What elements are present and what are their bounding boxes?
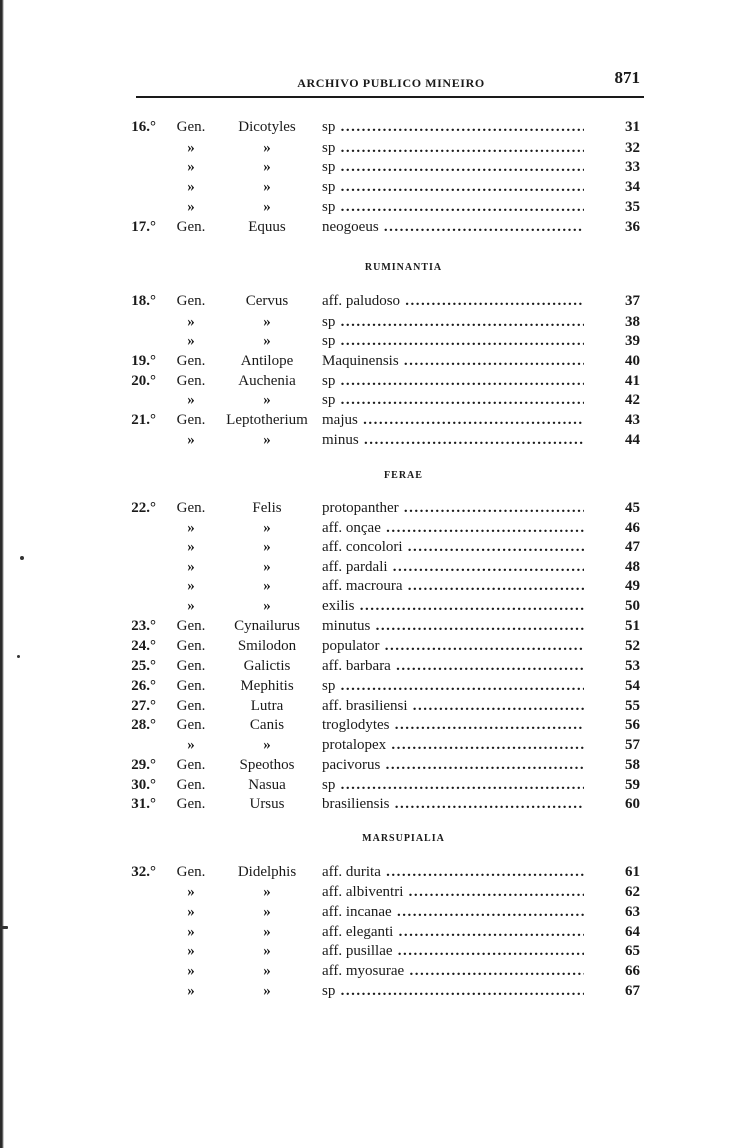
table-row [0, 430, 747, 450]
genus-name: » [263, 904, 271, 920]
specimen-number: 48 [625, 559, 640, 575]
species-name: aff. onçae ..... [322, 518, 584, 538]
genus-name: » [263, 199, 271, 215]
species-name: sp ..... [322, 371, 584, 391]
row-number: 18.° [131, 293, 156, 309]
genus-name: » [263, 333, 271, 349]
table-row [0, 882, 747, 902]
table-row [0, 331, 747, 351]
species-name: minutus ..... [322, 616, 584, 636]
rank-label: Gen. [176, 618, 206, 634]
specimen-number: 35 [625, 199, 640, 215]
row-number: 29.° [131, 757, 156, 773]
row-number: 24.° [131, 638, 156, 654]
table-row [0, 576, 747, 596]
table-row [0, 696, 747, 716]
genus-name: » [263, 432, 271, 448]
table-row [0, 537, 747, 557]
page-number: 871 [614, 68, 640, 87]
table-row [0, 616, 747, 636]
table-row [0, 217, 747, 237]
genus-name: » [263, 179, 271, 195]
specimen-number: 58 [625, 757, 640, 773]
row-number: 17.° [131, 219, 156, 235]
table-row [0, 981, 747, 1001]
rank-label: » [187, 432, 195, 448]
rank-label: » [187, 904, 195, 920]
genus-name: Mephitis [240, 678, 294, 694]
genus-name: » [263, 539, 271, 555]
rank-label: Gen. [176, 353, 206, 369]
table-row [0, 941, 747, 961]
genus-name: » [263, 520, 271, 536]
rank-label: Gen. [176, 638, 206, 654]
table-row [0, 498, 747, 518]
header-rule [136, 96, 644, 98]
rank-label: Gen. [176, 698, 206, 714]
genus-name: » [263, 963, 271, 979]
table-row [0, 518, 747, 538]
table-row [0, 557, 747, 577]
genus-name: Cervus [245, 293, 289, 309]
genus-name: » [263, 140, 271, 156]
table-row [0, 862, 747, 882]
row-number: 22.° [131, 500, 156, 516]
table-row [0, 902, 747, 922]
table-row [0, 596, 747, 616]
genus-name: » [263, 884, 271, 900]
rank-label: Gen. [176, 777, 206, 793]
rank-label: » [187, 983, 195, 999]
specimen-number: 52 [625, 638, 640, 654]
specimen-number: 51 [625, 618, 640, 634]
specimen-number: 41 [625, 373, 640, 389]
genus-name: » [263, 598, 271, 614]
specimen-number: 46 [625, 520, 640, 536]
row-number: 30.° [131, 777, 156, 793]
rank-label: » [187, 559, 195, 575]
species-name: sp ..... [322, 331, 584, 351]
specimen-number: 60 [625, 796, 640, 812]
specimen-number: 44 [625, 432, 640, 448]
genus-name: » [263, 559, 271, 575]
species-name: aff. incanae ..... [322, 902, 584, 922]
table-row [0, 961, 747, 981]
table-row [0, 177, 747, 197]
specimen-number: 40 [625, 353, 640, 369]
specimen-number: 67 [625, 983, 640, 999]
specimen-number: 37 [625, 293, 640, 309]
row-number: 21.° [131, 412, 156, 428]
species-name: sp ..... [322, 197, 584, 217]
row-number: 26.° [131, 678, 156, 694]
rank-label: Gen. [176, 717, 206, 733]
species-name: sp ..... [322, 177, 584, 197]
header-title: ARCHIVO PUBLICO MINEIRO [297, 76, 485, 90]
genus-name: Canis [249, 717, 285, 733]
table-row [0, 676, 747, 696]
specimen-number: 45 [625, 500, 640, 516]
row-number: 28.° [131, 717, 156, 733]
genus-name: » [263, 159, 271, 175]
rank-label: Gen. [176, 219, 206, 235]
row-number: 32.° [131, 864, 156, 880]
rank-label: » [187, 520, 195, 536]
genus-name: » [263, 737, 271, 753]
specimen-number: 56 [625, 717, 640, 733]
genus-name: » [263, 943, 271, 959]
species-name: sp ..... [322, 312, 584, 332]
specimen-number: 62 [625, 884, 640, 900]
specimen-number: 64 [625, 924, 640, 940]
table-row [0, 775, 747, 795]
rank-label: Gen. [176, 373, 206, 389]
specimen-number: 53 [625, 658, 640, 674]
specimen-number: 36 [625, 219, 640, 235]
genus-name: Equus [248, 219, 286, 235]
species-name: protopanther ..... [322, 498, 584, 518]
genus-name: » [263, 392, 271, 408]
species-name: exilis ..... [322, 596, 584, 616]
row-number: 31.° [131, 796, 156, 812]
rank-label: Gen. [176, 293, 206, 309]
species-name: aff. paludoso ..... [322, 291, 584, 311]
running-header [138, 70, 644, 96]
specimen-number: 43 [625, 412, 640, 428]
species-name: aff. brasiliensi ..... [322, 696, 584, 716]
rank-label: Gen. [176, 500, 206, 516]
rank-label: » [187, 598, 195, 614]
rank-label: Gen. [176, 412, 206, 428]
species-name: aff. pusillae ..... [322, 941, 584, 961]
genus-name: Dicotyles [238, 119, 296, 135]
species-name: aff. concolori ..... [322, 537, 584, 557]
table-row [0, 735, 747, 755]
table-row [0, 291, 747, 311]
specimen-number: 49 [625, 578, 640, 594]
rank-label: » [187, 963, 195, 979]
species-name: aff. macroura ..... [322, 576, 584, 596]
specimen-number: 59 [625, 777, 640, 793]
rank-label: Gen. [176, 796, 206, 812]
rank-label: » [187, 884, 195, 900]
row-number: 19.° [131, 353, 156, 369]
specimen-number: 63 [625, 904, 640, 920]
genus-name: Didelphis [237, 864, 297, 880]
rank-label: » [187, 539, 195, 555]
genus-name: » [263, 578, 271, 594]
species-name: aff. myosurae ..... [322, 961, 584, 981]
genus-name: » [263, 314, 271, 330]
species-name: sp ..... [322, 138, 584, 158]
row-number: 23.° [131, 618, 156, 634]
specimen-number: 50 [625, 598, 640, 614]
species-name: protalopex ..... [322, 735, 584, 755]
table-row [0, 138, 747, 158]
table-row [0, 755, 747, 775]
genus-name: Smilodon [237, 638, 297, 654]
species-name: Maquinensis ..... [322, 351, 584, 371]
row-number: 27.° [131, 698, 156, 714]
species-name: sp ..... [322, 390, 584, 410]
table-row [0, 117, 747, 137]
species-name: sp ..... [322, 117, 584, 137]
row-number: 20.° [131, 373, 156, 389]
specimen-number: 39 [625, 333, 640, 349]
table-row [0, 371, 747, 391]
species-name: pacivorus ..... [322, 755, 584, 775]
genus-name: Leptotherium [226, 412, 308, 428]
genus-name: » [263, 983, 271, 999]
table-row [0, 390, 747, 410]
rank-label: » [187, 392, 195, 408]
genus-name: Nasua [248, 777, 286, 793]
table-row [0, 312, 747, 332]
genus-name: Felis [252, 500, 282, 516]
table-row [0, 715, 747, 735]
rank-label: Gen. [176, 678, 206, 694]
species-name: aff. albiventri ..... [322, 882, 584, 902]
rank-label: » [187, 314, 195, 330]
table-row [0, 157, 747, 177]
section-heading: MARSUPIALIA [362, 833, 445, 844]
specimen-number: 31 [625, 119, 640, 135]
rank-label: » [187, 943, 195, 959]
rank-label: Gen. [176, 864, 206, 880]
table-row [0, 794, 747, 814]
row-number: 25.° [131, 658, 156, 674]
specimen-number: 33 [625, 159, 640, 175]
specimen-number: 34 [625, 179, 640, 195]
species-name: populator ..... [322, 636, 584, 656]
table-row [0, 656, 747, 676]
table-row [0, 351, 747, 371]
rank-label: » [187, 737, 195, 753]
table-row [0, 922, 747, 942]
genus-name: Galictis [243, 658, 291, 674]
rank-label: » [187, 924, 195, 940]
row-number: 16.° [131, 119, 156, 135]
genus-name: Speothos [239, 757, 295, 773]
specimen-number: 42 [625, 392, 640, 408]
genus-name: Cynailurus [234, 618, 300, 634]
specimen-number: 47 [625, 539, 640, 555]
species-name: neogoeus ..... [322, 217, 584, 237]
specimen-number: 55 [625, 698, 640, 714]
section-heading: RUMINANTIA [364, 262, 443, 273]
rank-label: » [187, 578, 195, 594]
species-name: majus ..... [322, 410, 584, 430]
species-name: minus ..... [322, 430, 584, 450]
rank-label: Gen. [176, 119, 206, 135]
table-row [0, 636, 747, 656]
species-name: sp ..... [322, 775, 584, 795]
species-name: aff. durita ..... [322, 862, 584, 882]
species-name: sp ..... [322, 981, 584, 1001]
specimen-number: 66 [625, 963, 640, 979]
rank-label: » [187, 199, 195, 215]
species-name: brasiliensis ..... [322, 794, 584, 814]
species-name: troglodytes ..... [322, 715, 584, 735]
table-row [0, 197, 747, 217]
specimen-number: 32 [625, 140, 640, 156]
species-name: sp ..... [322, 157, 584, 177]
specimen-number: 57 [625, 737, 640, 753]
rank-label: » [187, 140, 195, 156]
rank-label: Gen. [176, 658, 206, 674]
rank-label: » [187, 179, 195, 195]
rank-label: » [187, 333, 195, 349]
genus-name: Auchenia [238, 373, 296, 389]
specimen-number: 38 [625, 314, 640, 330]
section-heading: FERAE [384, 470, 423, 481]
specimen-number: 65 [625, 943, 640, 959]
genus-name: » [263, 924, 271, 940]
genus-name: Lutra [250, 698, 284, 714]
species-name: aff. barbara ..... [322, 656, 584, 676]
rank-label: Gen. [176, 757, 206, 773]
species-name: aff. pardali ..... [322, 557, 584, 577]
species-name: aff. eleganti ..... [322, 922, 584, 942]
specimen-number: 54 [625, 678, 640, 694]
genus-name: Ursus [249, 796, 285, 812]
specimen-number: 61 [625, 864, 640, 880]
genus-name: Antilope [240, 353, 294, 369]
species-name: sp ..... [322, 676, 584, 696]
rank-label: » [187, 159, 195, 175]
table-row [0, 410, 747, 430]
